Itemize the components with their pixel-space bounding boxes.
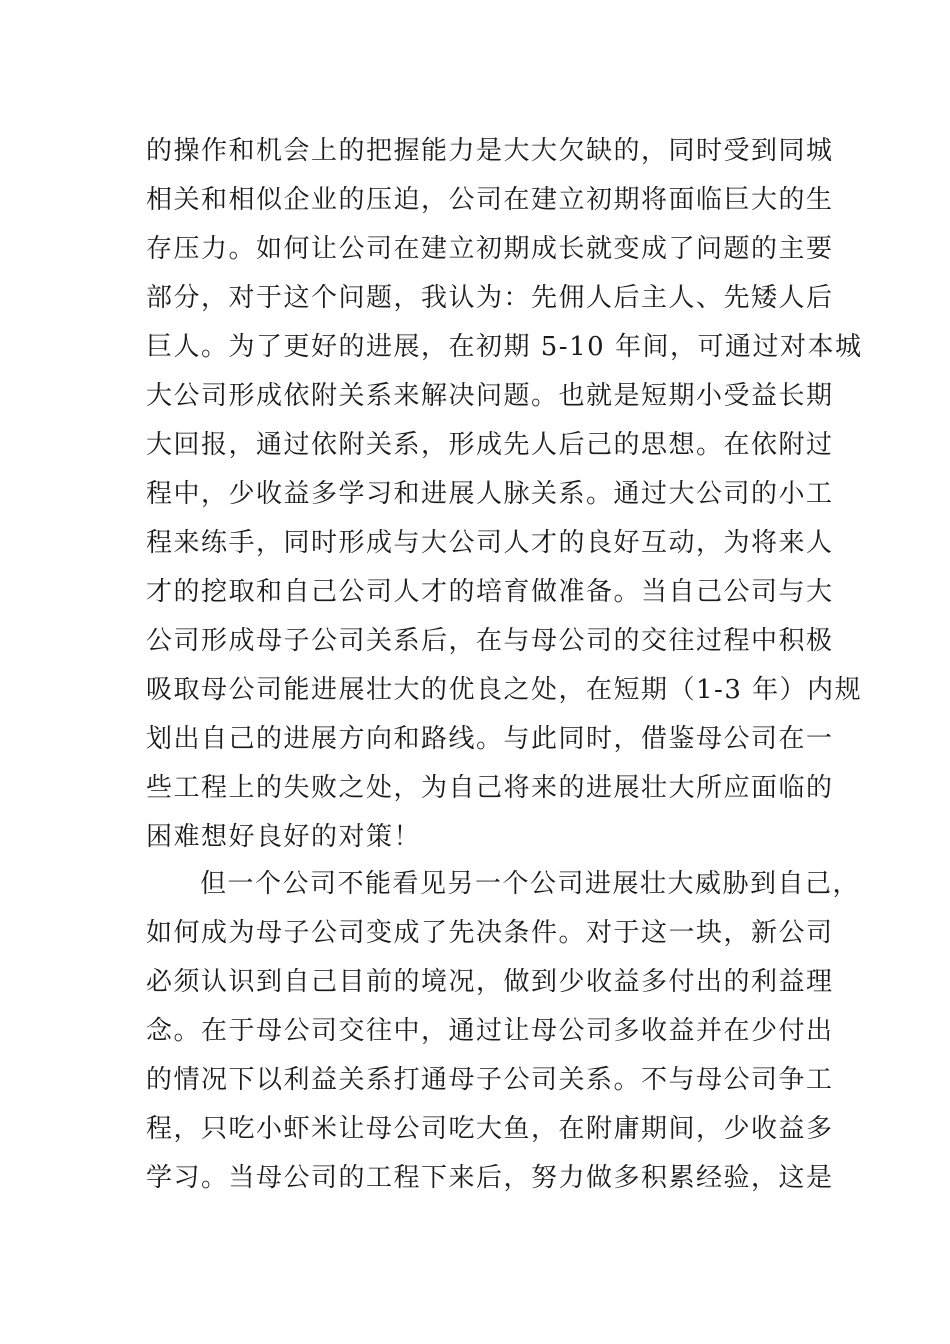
paragraph-line: 必须认识到自己目前的境况，做到少收益多付出的利益理 [146, 967, 834, 997]
paragraph-line: 程来练手，同时形成与大公司人才的良好互动，为将来人 [146, 528, 834, 558]
paragraph-2 [146, 860, 861, 1203]
paragraph-line: 吸取母公司能进展壮大的优良之处，在短期（1-3 年）内规 [146, 675, 863, 705]
paragraph-line: 公司形成母子公司关系后，在与母公司的交往过程中积极 [146, 626, 834, 656]
paragraph-line: 部分，对于这个问题，我认为：先佣人后主人、先矮人后 [146, 283, 834, 313]
paragraph-line: 困难想好良好的对策！ [146, 822, 422, 852]
paragraph-line: 但一个公司不能看见另一个公司进展壮大威胁到自己， [200, 869, 861, 899]
paragraph-line: 大公司形成依附关系来解决问题。也就是短期小受益长期 [146, 381, 834, 411]
paragraph-line: 相关和相似企业的压迫，公司在建立初期将面临巨大的生 [146, 185, 834, 215]
paragraph-line: 些工程上的失败之处，为自己将来的进展壮大所应面临的 [146, 773, 834, 803]
paragraph-line: 如何成为母子公司变成了先决条件。对于这一块，新公司 [146, 918, 834, 948]
paragraph-1 [146, 127, 863, 862]
paragraph-line: 的操作和机会上的把握能力是大大欠缺的，同时受到同城 [146, 136, 834, 166]
paragraph-line: 念。在于母公司交往中，通过让母公司多收益并在少付出 [146, 1016, 834, 1046]
paragraph-line: 存压力。如何让公司在建立初期成长就变成了问题的主要 [146, 234, 834, 264]
paragraph-line: 巨人。为了更好的进展，在初期 5-10 年间，可通过对本城 [146, 332, 863, 362]
paragraph-line: 划出自己的进展方向和路线。与此同时，借鉴母公司在一 [146, 724, 834, 754]
paragraph-line: 程中，少收益多学习和进展人脉关系。通过大公司的小工 [146, 479, 834, 509]
paragraph-line: 大回报，通过依附关系，形成先人后己的思想。在依附过 [146, 430, 834, 460]
paragraph-line: 学习。当母公司的工程下来后，努力做多积累经验，这是 [146, 1163, 834, 1193]
paragraph-line: 的情况下以利益关系打通母子公司关系。不与母公司争工 [146, 1065, 834, 1095]
paragraph-line: 程，只吃小虾米让母公司吃大鱼，在附庸期间，少收益多 [146, 1114, 834, 1144]
paragraph-line: 才的挖取和自己公司人才的培育做准备。当自己公司与大 [146, 577, 834, 607]
